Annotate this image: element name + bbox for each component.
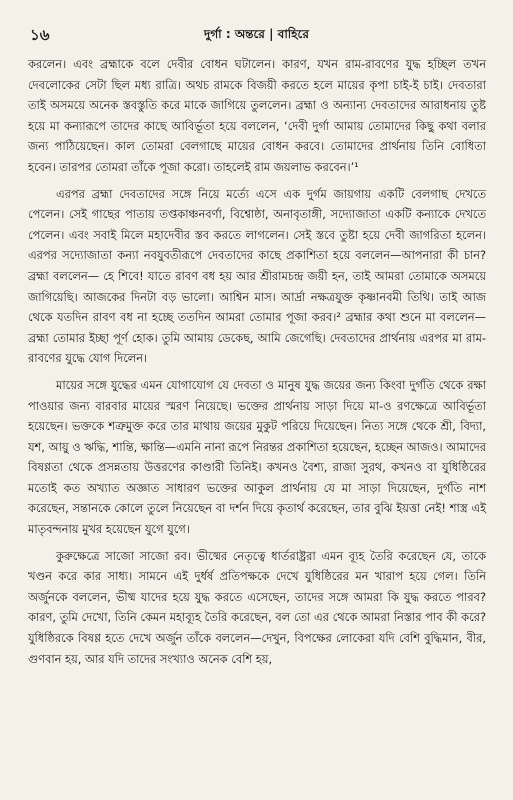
page-body [28,54,486,790]
paragraph: কুরুক্ষেত্রে সাজো সাজো রব। ভীষ্মের নেতৃত্বে ধার্তরাষ্ট্ররা এমন ব্যূহ তৈরি করেছেন যে, তাকে খণ্ডন করে কার সাধ্য। সামনে এই দুর্ধর্ষ প্রতিপক্ষকে দেখে যুধিষ্ঠিরের মন খারাপ হয়ে গেল। তিনি অর্জুনকে বললেন, ভীষ্ম যাদের হয়ে যুদ্ধ করতে এসেছেন, তাদের সঙ্গে আমরা কি যুদ্ধ করতে পারব? কারণ, তুমি দেখো, তিনি কেমন মহাব্যূহ তৈরি করেছেন, বল তো এর থেকে আমরা নিস্তার পাব কী করে? যুধিষ্ঠিরকে বিষণ্ণ হতে দেখে অর্জুন তাঁকে বললেন—দেখুন, বিপক্ষের লোকেরা যদি বেশি বুদ্ধিমান, বীর, গুণবান হয়, আর যদি তাদের সংখ্যাও অনেক বেশি হয়, [28,548,486,666]
running-title: দুর্গা : অন্তরে | বাহিরে [204,27,309,41]
paragraph: করলেন। এবং ব্রহ্মাকে বলে দেবীর বোধন ঘটালেন। কারণ, যখন রাম-রাবণের যুদ্ধ হচ্ছিল তখন দেবলোকের সেটা ছিল মধ্য রাত্রি। অথচ রামকে বিজয়ী করতে হলে মায়ের কৃপা চাই-ই চাই। দেবতারা তাই অসময়ে অনেক স্তবস্তুতি করে মাকে জাগিয়ে তুললেন। ব্রহ্মা ও অন্যান্য দেবতাদের আরাধনায় তুষ্ট হয়ে মা কন্যারূপে তাদের কাছে আবির্ভূতা হয়ে বললেন, ‘দেবী দুর্গা আমায় তোমাদের কিছু কথা বলার জন্য পাঠিয়েছেন। কাল তোমরা বেলগাছে মায়ের বোধন করবে। তোমাদের প্রার্থনায় তিনি বোধিতা হবেন। তারপর তোমরা তাঁকে পূজা করো। তাহলেই রাম জয়লাভ করবেন।’¹ [28,57,486,174]
paragraph: মায়ের সঙ্গে যুদ্ধের এমন যোগাযোগ যে দেবতা ও মানুষ যুদ্ধ জয়ের জন্য কিংবা দুর্গতি থেকে রক্ষা পাওয়ার জন্য বারবার মায়ের স্মরণ নিয়েছে। ভক্তের প্রার্থনায় সাড়া দিয়ে মা-ও রণক্ষেত্রে আবির্ভূতা হয়েছেন। ভক্তকে শত্রুমুক্ত করে তার মাথায় জয়ের মুকুট পরিয়ে দিয়েছেন। নিত্য সঙ্গে থেকে শ্রী, বিদ্যা, যশ, আয়ু ও ঋদ্ধি, শান্তি, ক্ষান্তি—এমনি নানা রূপে নিরন্তর প্রকাশিতা হয়েছেন, হচ্ছেন আজও। আমাদের বিষণ্ণতা থেকে প্রসন্নতায় উত্তরণের কাণ্ডারী তিনিই। কখনও বৈশ্য, রাজা সুরথ, কখনও বা যুধিষ্ঠিরের মতোই কত অখ্যাত অজ্ঞাত সাধারণ ভক্তের আকুল প্রার্থনায় যে মা সাড়া দিয়েছেন, দুর্গতি নাশ করেছেন, সন্তানকে কোলে তুলে নিয়েছেন বা দর্শন দিয়ে কৃতার্থ করেছেন, তার বুঝি ইয়ত্তা নেই! শাস্ত্র এই মাতৃবন্দনায় মুখর হয়েছেন যুগে যুগে। [28,377,486,537]
page-header [30,26,483,46]
paragraph: এরপর ব্রহ্মা দেবতাদের সঙ্গে নিয়ে মর্ত্যে এসে এক দুর্গম জায়গায় একটি বেলগাছ দেখতে পেলেন। সেই গাছের পাতায় তপ্তকাঞ্চনবর্ণা, বিশ্বোষ্ঠা, অনাবৃতাঙ্গী, সদ্যোজাতা একটি কন্যাকে দেখতে পেলেন। এবং সবাই মিলে মহাদেবীর স্তব করতে লাগলেন। সেই স্তবে তুষ্টা হয়ে দেবী জাগরিতা হলেন। এরপর সদ্যোজাতা কন্যা নবযুবতীরূপে দেবতাদের কাছে প্রকাশিতা হয়ে বললেন—আপনারা কী চান? ব্রহ্মা বললেন— হে শিবে! যাতে রাবণ বধ হয় আর শ্রীরামচন্দ্র জয়ী হন, তাই আমরা তোমাকে অসময়ে জাগিয়েছি। আজকের দিনটা বড় ভালো। আশ্বিন মাস। আর্দ্রা নক্ষত্রযুক্ত কৃষ্ণানবমী তিথি। তাই আজ থেকে যতদিন রাবণ বধ না হচ্ছে ততদিন আমরা তোমার পূজা করব।² ব্রহ্মার কথা শুনে মা বললেন—ব্রহ্মা তোমার ইচ্ছা পূর্ণ হোক। তুমি আমায় ডেকেছ, আমি জেগেছি। দেবতাদের প্রার্থনায় এরপর মা রাম-রাবণের যুদ্ধে যোগ দিলেন। [28,186,486,366]
page-number: ১৬ [30,25,50,44]
